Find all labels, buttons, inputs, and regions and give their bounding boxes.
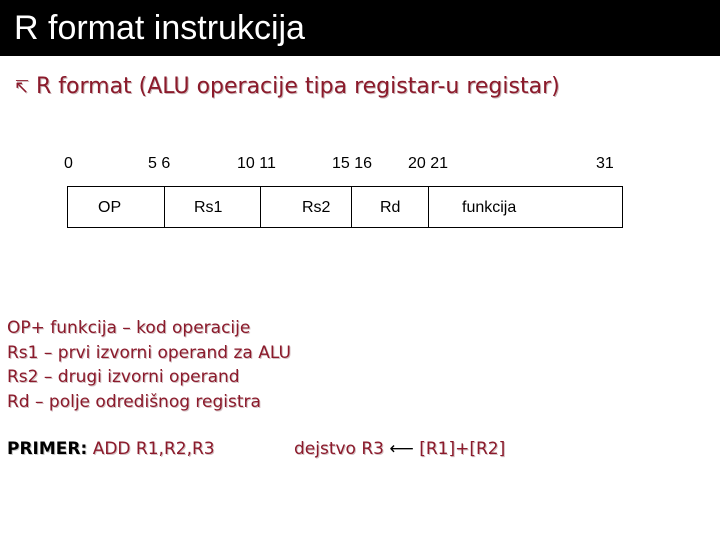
- example-label: PRIMER:: [7, 439, 88, 459]
- bit-label-31: 31: [596, 155, 614, 172]
- example-instruction: ADD R1,R2,R3: [92, 439, 215, 459]
- field-rd: Rd: [380, 199, 401, 216]
- field-funkcija: funkcija: [462, 199, 517, 216]
- definition-rd: Rd – polje odredišnog registra: [7, 391, 261, 412]
- field-rs1: Rs1: [194, 199, 223, 216]
- bit-label-10-11: 10 11: [237, 155, 276, 172]
- definition-rs2: Rs2 – drugi izvorni operand: [7, 367, 240, 387]
- example-effect: dejstvo R3: [294, 439, 384, 459]
- field-divider: [351, 186, 352, 228]
- corner-arrow-icon: ↸: [14, 77, 30, 98]
- example-result: [R1]+[R2]: [419, 439, 506, 459]
- bit-label-15-16: 15 16: [332, 155, 373, 172]
- bit-label-0: 0: [64, 155, 73, 172]
- bit-label-5-6: 5 6: [148, 155, 171, 172]
- slide-subtitle: R format (ALU operacije tipa registar-u registar): [36, 74, 560, 99]
- field-op: OP: [98, 199, 122, 216]
- slide-title: R format instrukcija: [14, 9, 305, 47]
- field-divider: [428, 186, 429, 228]
- left-arrow-icon: ⟵: [389, 439, 414, 459]
- field-divider: [260, 186, 261, 228]
- bit-label-20-21: 20 21: [408, 155, 449, 172]
- title-bar: [0, 0, 720, 56]
- example-left: [7, 437, 215, 461]
- field-definitions: [7, 316, 291, 414]
- instruction-format-box: [67, 186, 623, 228]
- definition-rs1: Rs1 – prvi izvorni operand za ALU: [7, 342, 291, 363]
- field-divider: [164, 186, 165, 228]
- subtitle-row: [14, 72, 560, 103]
- field-rs2: Rs2: [302, 199, 331, 216]
- example-effect-row: [294, 437, 505, 461]
- definition-op-funkcija: OP+ funkcija – kod operacije: [7, 318, 251, 338]
